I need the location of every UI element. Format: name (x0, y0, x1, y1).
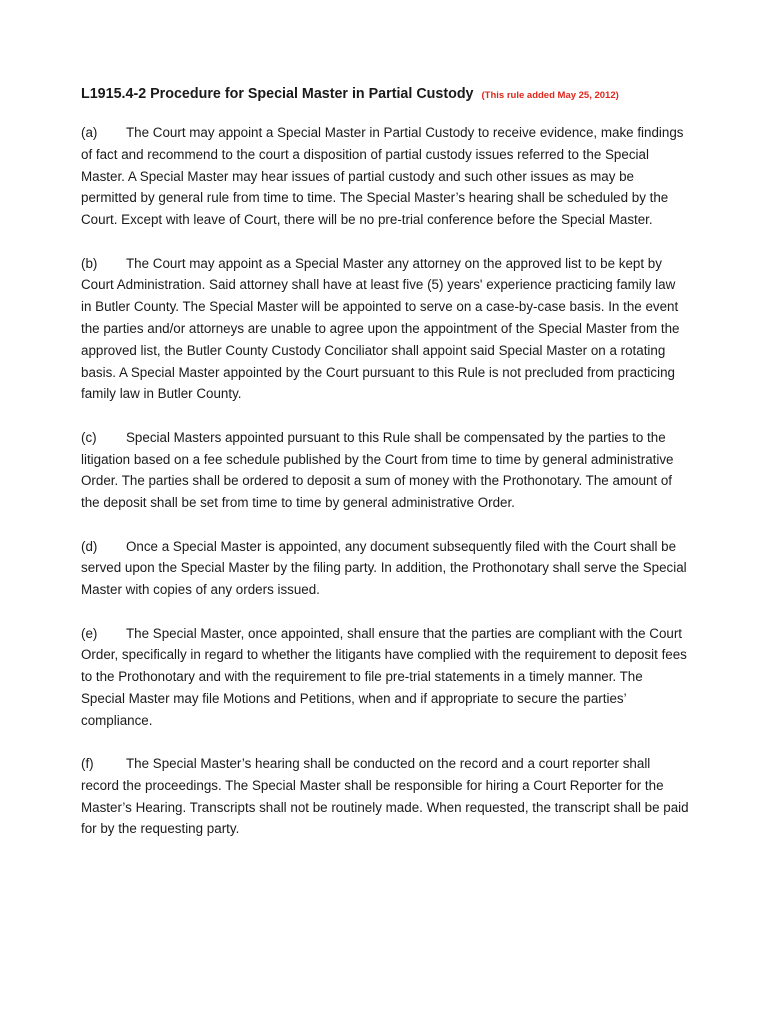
paragraph-text: The Special Master’s hearing shall be conducted on the record and a court reporter shall record the proceedings. The Special Master shall be responsible for hiring a Court Reporter for the Master’s Hearing. Transcripts shall not be routinely made. When requested, the transcript shall be paid for by the requesting party. (81, 756, 689, 837)
paragraph-label: (e) (81, 625, 98, 641)
paragraph-b (81, 253, 689, 406)
paragraph-a (81, 122, 689, 231)
paragraph-f (81, 753, 689, 840)
paragraph-d (81, 536, 689, 601)
paragraph-text: The Special Master, once appointed, shall ensure that the parties are compliant with the Court Order, specifically in regard to whether the litigants have complied with the requirement to deposit fees to the Prothonotary and with the requirement to file pre-trial statements in a timely manner. The Special Master may file Motions and Petitions, when and if appropriate to secure the parties’ compliance. (81, 625, 687, 728)
rule-heading (81, 84, 689, 106)
paragraph-text: The Court may appoint a Special Master in Partial Custody to receive evidence, make findings of fact and recommend to the court a disposition of partial custody issues referred to the Special Master. A Special Master may hear issues of partial custody and such other issues as may be permitted by general rule from time to time. The Special Master’s hearing shall be scheduled by the Court. Except with leave of Court, there will be no pre-trial conference before the Special Master. (81, 125, 684, 228)
paragraph-text: Once a Special Master is appointed, any document subsequently filed with the Court shall be served upon the Special Master by the filing party. In addition, the Prothonotary shall serve the Special Master with copies of any orders issued. (81, 538, 687, 598)
document-page (81, 84, 689, 840)
paragraph-text: The Court may appoint as a Special Master any attorney on the approved list to be kept by Court Administration. Said attorney shall have at least five (5) years' experience practicing family law in Butler County. The Special Master will be appointed to serve on a case-by-case basis. In the event the parties and/or attorneys are unable to agree upon the appointment of the Special Master from the approved list, the Butler County Custody Conciliator shall appoint said Special Master on a rotating basis. A Special Master appointed by the Court pursuant to this Rule is not precluded from practicing family law in Butler County. (81, 255, 680, 402)
rule-added-note: (This rule added May 25, 2012) (481, 90, 619, 101)
paragraph-label: (c) (81, 429, 97, 445)
rule-title: L1915.4-2 Procedure for Special Master in Partial Custody (81, 86, 474, 102)
paragraph-label: (f) (81, 756, 94, 772)
paragraph-label: (d) (81, 538, 98, 554)
paragraph-text: Special Masters appointed pursuant to this Rule shall be compensated by the parties to the litigation based on a fee schedule published by the Court from time to time by general administrative Order. The parties shall be ordered to deposit a sum of money with the Prothonotary. The amount of the deposit shall be set from time to time by general administrative Order. (81, 429, 674, 511)
paragraph-label: (b) (81, 255, 98, 271)
paragraph-label: (a) (81, 125, 98, 140)
paragraph-c (81, 427, 689, 514)
paragraph-e (81, 623, 689, 732)
